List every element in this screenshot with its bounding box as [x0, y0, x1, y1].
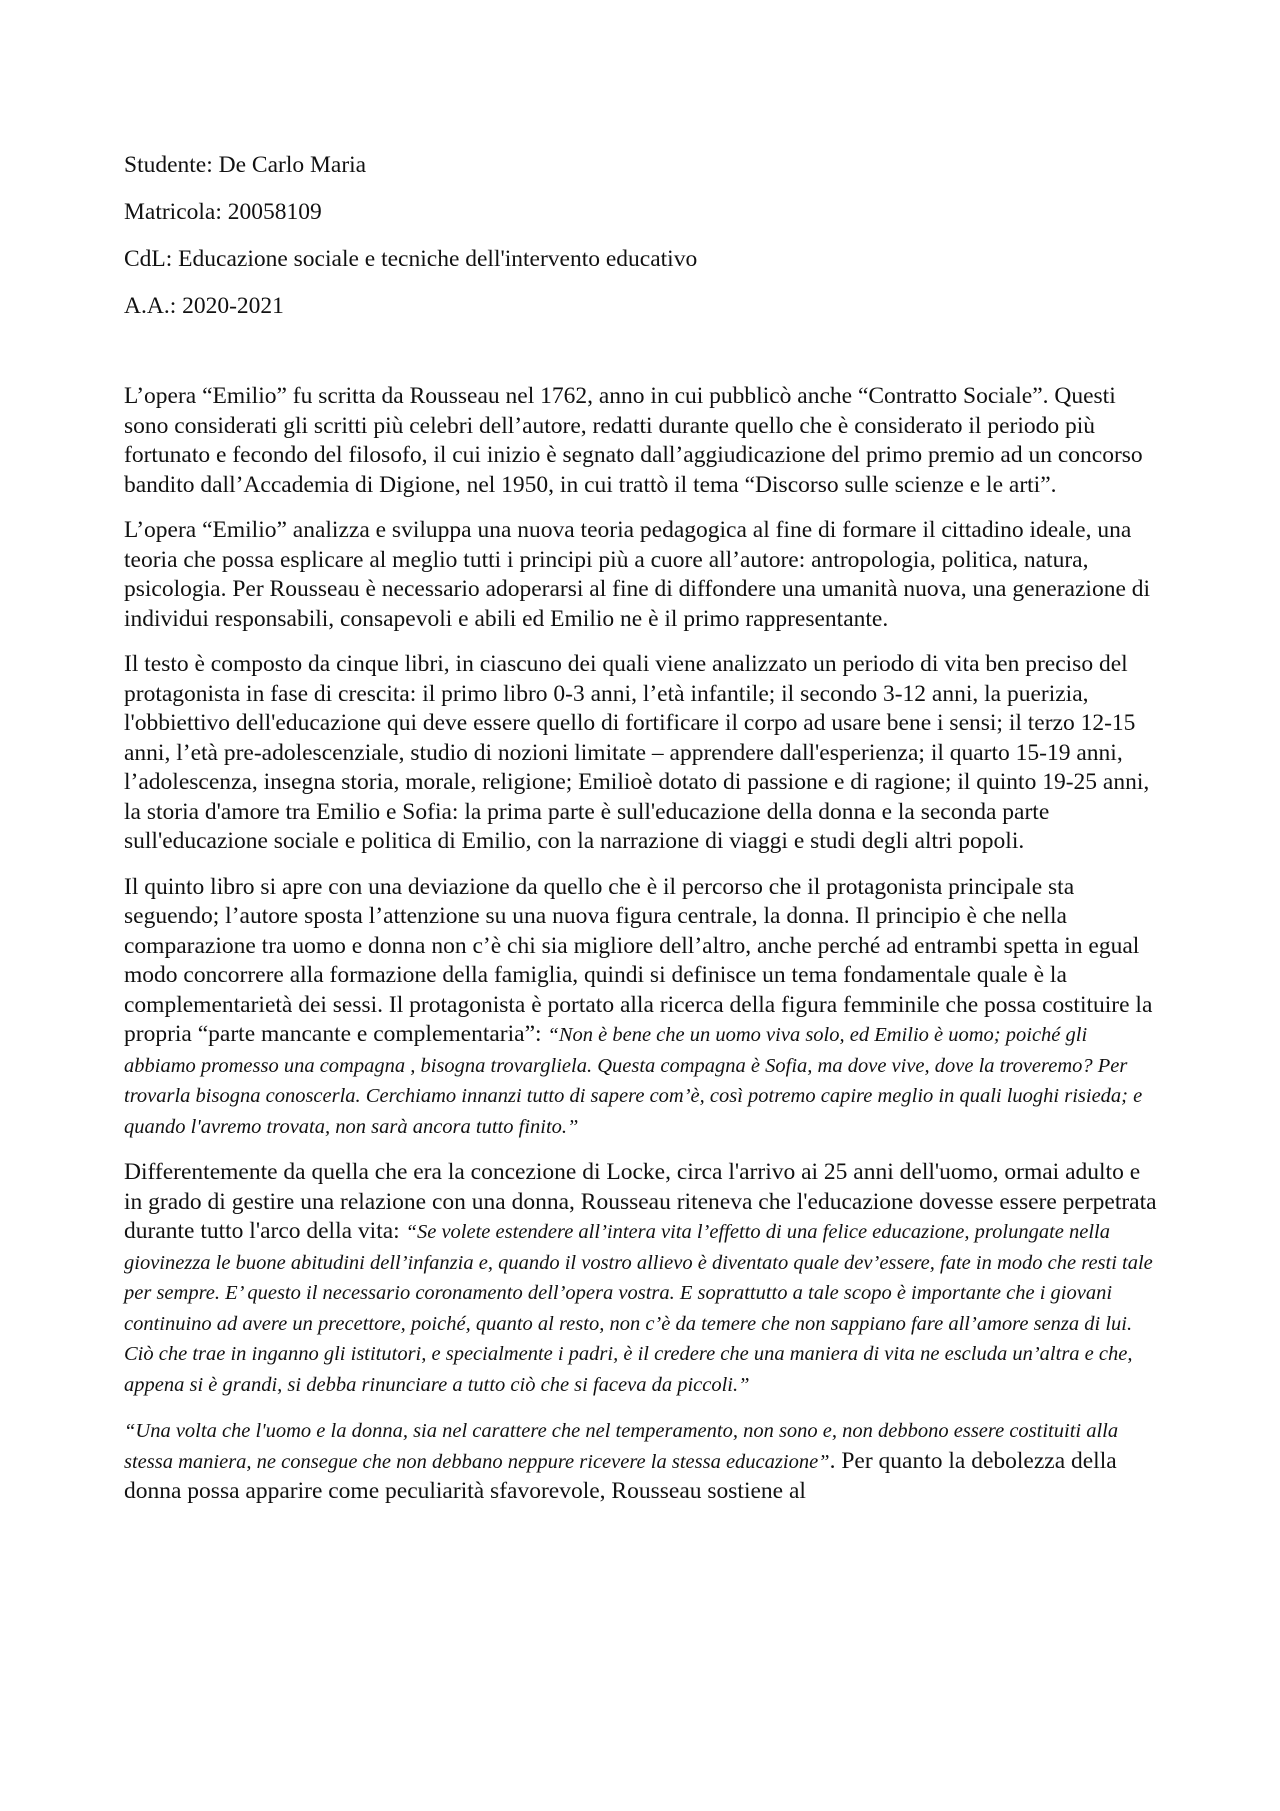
paragraph-locke — [124, 1158, 1159, 1400]
paragraph-fifth-book-text: Il quinto libro si apre con una deviazione da quello che è il percorso che il protagonista principale sta seguendo; l’autore sposta l’attenzione su una nuova figura centrale, la donna. Il principio è che nella comparazione tra uomo e donna non c’è chi sia migliore dell’altro, anche perché ad entrambi spetta in egual modo concorrere alla formazione della famiglia, quindi si definisce un tema fondamentale quale è la complementarietà dei sessi. Il protagonista è portato alla ricerca della figura femminile che possa costituire la propria “parte mancante e complementaria”: — [124, 873, 1153, 1047]
student-header — [124, 150, 1159, 321]
quote-sofia: “Non è bene che un uomo viva solo, ed Emilio è uomo; poiché gli abbiamo promesso una compagna , bisogna trovargliela. Questa compagna è Sofia, ma dove vive, dove la troveremo? Per trovarla bisogna conoscerla. Cerchiamo innanzi tutto di sapere com’è, così potremo capire meglio in quali luoghi risieda; e quando l'avremo trovata, non sarà ancora tutto finito.” — [124, 1024, 1143, 1138]
quote-difference: “Una volta che l'uomo e la donna, sia nel carattere che nel temperamento, non sono e, non debbono essere costituiti alla stessa maniera, ne consegue che non debbano neppure ricevere la stessa educazione” — [124, 1420, 1119, 1473]
academic-year: A.A.: 2020-2021 — [124, 293, 284, 319]
paragraph-locke-text: Differentemente da quella che era la concezione di Locke, circa l'arrivo ai 25 anni dell'uomo, ormai adulto e in grado di gestire una relazione con una donna, Rousseau riteneva che l'educazione dovesse essere perpetrata durante tutto l'arco della vita: — [124, 1159, 1157, 1244]
paragraph-woman-education-text: . Per quanto la debolezza della donna possa apparire come peculiarità sfavorevole, Rousseau sostiene al — [124, 1447, 1117, 1504]
degree-course: CdL: Educazione sociale e tecniche dell'intervento educativo — [124, 246, 698, 272]
student-id: Matricola: 20058109 — [124, 199, 322, 225]
paragraph-books: Il testo è composto da cinque libri, in ciascuno dei quali viene analizzato un periodo di vita ben preciso del protagonista in fase di crescita: il primo libro 0-3 anni, l’età infantile; il secondo 3-12 anni, la puerizia, l'obbiettivo dell'educazione qui deve essere quello di fortificare il corpo ad usare bene i sensi; il terzo 12-15 anni, l’età pre-adolescenziale, studio di nozioni limitate – apprendere dall'esperienza; il quarto 15-19 anni, l’adolescenza, insegna storia, morale, religione; Emilioè dotato di passione e di ragione; il quinto 19-25 anni, la storia d'amore tra Emilio e Sofia: la prima parte è sull'educazione della donna e la seconda parte sull'educazione sociale e politica di Emilio, con la narrazione di viaggi e studi degli altri popoli. — [124, 651, 1150, 854]
paragraph-woman-education — [124, 1416, 1159, 1507]
student-name: Studente: De Carlo Maria — [124, 152, 367, 178]
quote-education: “Se volete estendere all’intera vita l’effetto di una felice educazione, prolungate nella giovinezza le buone abitudini dell’infanzia e, quando il vostro allievo è diventato quale dev’essere, fate in modo che resti tale per sempre. E’ questo il necessario coronamento dell’opera vostra. E soprattutto a tale scopo è importante che i giovani continuino ad avere un precettore, poiché, quanto al resto, non c’è da temere che non sappiano fare all’amore senza di lui. Ciò che trae in inganno gli istitutori, e specialmente i padri, è il credere che una maniera di vita ne escluda un’altra e che, appena si è grandi, si debba rinunciare a tutto ciò che si faceva da piccoli.” — [124, 1221, 1153, 1396]
document-page — [124, 150, 1159, 1523]
paragraph-intro: L’opera “Emilio” fu scritta da Rousseau nel 1762, anno in cui pubblicò anche “Contratto Sociale”. Questi sono considerati gli scritti più celebri dell’autore, redatti durante quello che è considerato il periodo più fortunato e fecondo del filosofo, il cui inizio è segnato dall’aggiudicazione del primo premio ad un concorso bandito dall’Accademia di Digione, nel 1950, in cui trattò il tema “Discorso sulle scienze e le arti”. — [124, 383, 1143, 498]
paragraph-theory: L’opera “Emilio” analizza e sviluppa una nuova teoria pedagogica al fine di formare il cittadino ideale, una teoria che possa esplicare al meglio tutti i principi più a cuore all’autore: antropologia, politica, natura, psicologia. Per Rousseau è necessario adoperarsi al fine di diffondere una umanità nuova, una generazione di individui responsabili, consapevoli e abili ed Emilio ne è il primo rappresentante. — [124, 517, 1151, 632]
paragraph-fifth-book — [124, 873, 1159, 1143]
